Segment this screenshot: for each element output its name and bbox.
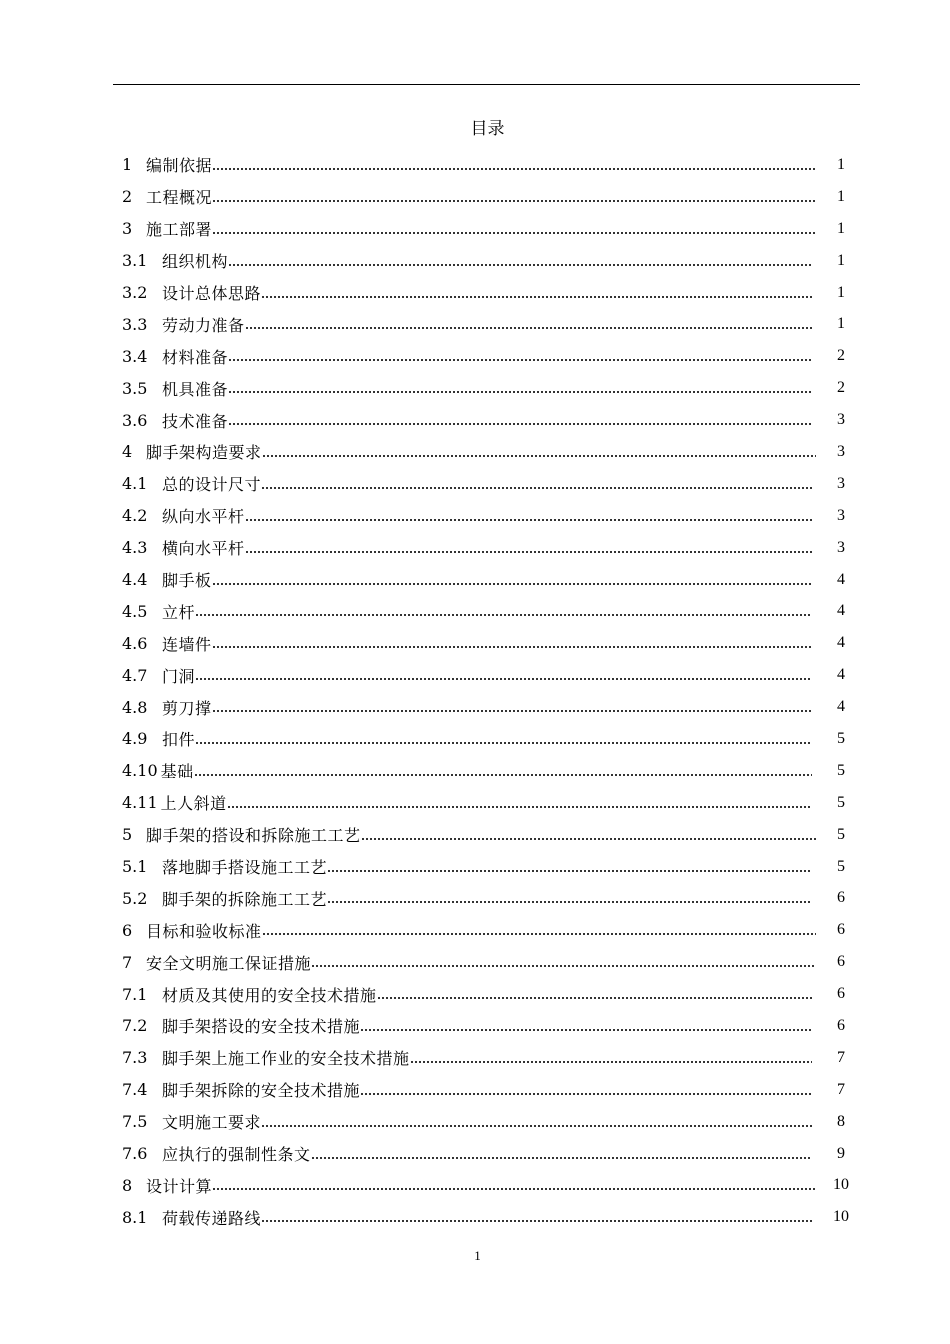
toc-entry-number: 4.2 <box>122 506 148 526</box>
toc-entry-label <box>122 1078 360 1101</box>
toc-entry-title: 脚手架拆除的安全技术措施 <box>162 1081 361 1101</box>
toc-dot-leader <box>360 1091 812 1097</box>
toc-entry-page: 1 <box>837 251 845 269</box>
toc-entry-title: 劳动力准备 <box>162 315 245 335</box>
toc-entry-label <box>122 664 195 687</box>
toc-entry-label <box>122 440 262 463</box>
toc-entry-title: 扣件 <box>162 730 196 750</box>
toc-dot-leader <box>228 421 812 427</box>
toc-entry-title: 技术准备 <box>162 411 229 431</box>
toc-entry-number: 4.8 <box>122 697 148 717</box>
toc-entry-label <box>122 600 195 623</box>
toc-entry-label <box>122 504 245 527</box>
toc-entry-number: 3.4 <box>122 346 148 366</box>
toc-entry-page: 2 <box>837 379 845 397</box>
toc-entry-page: 4 <box>837 602 845 620</box>
header-rule <box>113 84 860 85</box>
toc-entry[interactable] <box>122 1042 854 1074</box>
toc-dot-leader <box>262 931 816 937</box>
toc-entry-number: 1 <box>122 155 133 175</box>
toc-dot-leader <box>262 453 816 459</box>
toc-dot-leader <box>195 612 812 618</box>
toc-entry-page: 4 <box>837 570 845 588</box>
toc-entry-label <box>122 217 212 240</box>
toc-entry-label <box>122 153 212 176</box>
toc-entry-title: 设计计算 <box>146 1176 213 1196</box>
toc-entry-title: 荷载传递路线 <box>162 1208 262 1228</box>
toc-entry-number: 4.3 <box>122 538 148 558</box>
toc-dot-leader <box>212 581 812 587</box>
toc-entry-label <box>122 951 311 974</box>
toc-entry-page: 7 <box>837 1080 845 1098</box>
toc-entry-number: 4 <box>122 442 133 462</box>
toc-entry-page: 3 <box>837 506 845 524</box>
toc-entry[interactable] <box>122 755 854 787</box>
toc-entry[interactable] <box>122 181 854 213</box>
toc-entry[interactable] <box>122 372 854 404</box>
toc-entry-title: 落地脚手搭设施工工艺 <box>162 858 328 878</box>
toc-dot-leader <box>212 1186 816 1192</box>
toc-dot-leader <box>327 899 812 905</box>
toc-entry[interactable] <box>122 308 854 340</box>
toc-entry-number: 4.4 <box>122 570 148 590</box>
toc-entry[interactable] <box>122 149 854 181</box>
toc-entry-title: 材质及其使用的安全技术措施 <box>162 985 377 1005</box>
toc-entry-number: 3.5 <box>122 378 148 398</box>
toc-entry[interactable] <box>122 213 854 245</box>
toc-entry-number: 7.1 <box>122 984 148 1004</box>
toc-entry-page: 5 <box>837 857 845 875</box>
toc-entry-label <box>122 1014 360 1037</box>
toc-entry-label <box>122 823 361 846</box>
toc-entry-page: 3 <box>837 538 845 556</box>
toc-entry-title: 连墙件 <box>162 634 212 654</box>
toc-entry-page: 8 <box>837 1112 845 1130</box>
toc-dot-leader <box>245 325 812 331</box>
toc-entry-number: 5 <box>122 825 133 845</box>
toc-entry[interactable] <box>122 532 854 564</box>
toc-entry-number: 7.2 <box>122 1016 148 1036</box>
toc-dot-leader <box>195 740 812 746</box>
toc-dot-leader <box>361 836 816 842</box>
toc-entry[interactable] <box>122 978 854 1010</box>
toc-entry-page: 2 <box>837 347 845 365</box>
toc-entry-title: 门洞 <box>162 666 196 686</box>
toc-entry-title: 设计总体思路 <box>162 284 262 303</box>
toc-entry-number: 7.4 <box>122 1080 148 1100</box>
toc-entry[interactable] <box>122 914 854 946</box>
toc-title: 目录 <box>470 119 505 139</box>
toc-entry-title: 上人斜道 <box>160 794 227 814</box>
toc-dot-leader <box>410 1059 812 1065</box>
toc-entry-number: 8 <box>122 1175 133 1195</box>
toc-entry-page: 1 <box>837 283 845 301</box>
toc-entry-title: 脚手架构造要求 <box>146 443 262 463</box>
toc-entry-page: 3 <box>837 442 845 460</box>
toc-entry[interactable] <box>122 1010 854 1042</box>
toc-dot-leader <box>212 166 816 172</box>
toc-entry-page: 10 <box>833 1208 849 1226</box>
toc-entry-title: 纵向水平杆 <box>162 507 245 527</box>
toc-entry[interactable] <box>122 1138 854 1170</box>
toc-entry-title: 脚手板 <box>162 571 212 591</box>
toc-dot-leader <box>245 549 812 555</box>
toc-entry-page: 3 <box>837 474 845 492</box>
toc-entry[interactable] <box>122 1074 854 1106</box>
toc-entry-label <box>122 472 261 495</box>
page-number: 1 <box>474 1248 481 1263</box>
toc-entry-title: 剪刀撑 <box>162 698 212 718</box>
toc-entry[interactable] <box>122 819 854 851</box>
toc-entry-label <box>122 185 212 208</box>
toc-entry[interactable] <box>122 245 854 277</box>
toc-entry-title: 文明施工要求 <box>162 1113 262 1133</box>
toc-entry-number: 7.5 <box>122 1112 148 1132</box>
toc-entry-label <box>122 281 261 304</box>
toc-entry-number: 3.6 <box>122 410 148 430</box>
toc-entry-label <box>122 919 262 942</box>
toc-dot-leader <box>212 230 816 236</box>
toc-entry-title: 材料准备 <box>162 347 229 367</box>
toc-dot-leader <box>194 772 812 778</box>
toc-entry-number: 3.2 <box>122 283 148 302</box>
toc-entry-page: 9 <box>837 1144 845 1162</box>
toc-entry-title: 施工部署 <box>146 220 213 240</box>
toc-dot-leader <box>261 485 812 491</box>
toc-entry[interactable] <box>122 595 854 627</box>
toc-entry-page: 4 <box>837 698 845 716</box>
toc-entry-page: 3 <box>837 411 845 429</box>
toc-entry-title: 目标和验收标准 <box>146 921 262 941</box>
toc-entry[interactable] <box>122 1170 854 1202</box>
toc-entry[interactable] <box>122 277 854 309</box>
toc-entry-label <box>122 632 212 655</box>
toc-entry-label <box>122 696 212 719</box>
toc-entry-number: 4.1 <box>122 474 148 494</box>
toc-entry-label <box>122 536 245 559</box>
toc-dot-leader <box>212 708 812 714</box>
toc-entry[interactable] <box>122 500 854 532</box>
toc-entry[interactable] <box>122 691 854 723</box>
toc-entry-number: 6 <box>122 920 133 940</box>
toc-entry-title: 立杆 <box>162 602 196 622</box>
toc-entry-label <box>122 1110 261 1133</box>
toc-entry-number: 5.1 <box>122 857 148 877</box>
toc-entry-label <box>122 855 327 878</box>
toc-entry-label <box>122 1046 410 1069</box>
toc-dot-leader <box>261 1218 812 1224</box>
toc-entry[interactable] <box>122 1201 854 1233</box>
toc-entry-title: 应执行的强制性条文 <box>162 1145 311 1165</box>
toc-entry-label <box>122 1142 311 1165</box>
toc-entry-title: 脚手架的搭设和拆除施工工艺 <box>146 826 361 846</box>
toc-entry-page: 1 <box>837 187 845 205</box>
toc-entry-number: 4.7 <box>122 665 148 685</box>
toc-entry-label <box>122 345 228 368</box>
toc-entry-number: 3.1 <box>122 251 148 271</box>
toc-entry-number: 7 <box>122 952 133 972</box>
toc-entry-page: 10 <box>833 1176 849 1194</box>
toc-entry-label <box>122 727 195 750</box>
toc-entry-title: 组织机构 <box>162 252 229 272</box>
toc-entry-label <box>122 887 327 910</box>
toc-entry[interactable] <box>122 564 854 596</box>
toc-entry[interactable] <box>122 404 854 436</box>
toc-entry[interactable] <box>122 787 854 819</box>
toc-entry-title: 工程概况 <box>146 188 213 208</box>
table-of-contents <box>122 149 854 1233</box>
toc-entry-number: 4.6 <box>122 633 148 653</box>
toc-entry[interactable] <box>122 946 854 978</box>
toc-entry[interactable] <box>122 851 854 883</box>
toc-dot-leader <box>228 389 812 395</box>
toc-entry[interactable] <box>122 436 854 468</box>
toc-entry-page: 1 <box>837 315 845 333</box>
toc-entry-number: 2 <box>122 187 133 207</box>
toc-entry-page: 1 <box>837 155 845 173</box>
toc-entry-page: 5 <box>837 825 845 843</box>
toc-entry-label <box>122 1174 212 1197</box>
toc-dot-leader <box>311 963 816 969</box>
toc-entry-page: 5 <box>837 729 845 747</box>
toc-entry-page: 4 <box>837 634 845 652</box>
toc-dot-leader <box>228 357 812 363</box>
toc-entry-title: 总的设计尺寸 <box>162 475 262 495</box>
toc-entry-page: 6 <box>837 889 845 907</box>
toc-entry[interactable] <box>122 1106 854 1138</box>
toc-entry-number: 5.2 <box>122 888 148 908</box>
toc-entry-title: 脚手架上施工作业的安全技术措施 <box>162 1049 410 1069</box>
toc-dot-leader <box>360 1027 812 1033</box>
toc-entry-number: 4.11 <box>122 793 158 813</box>
toc-dot-leader <box>261 294 812 300</box>
toc-dot-leader <box>212 198 816 204</box>
toc-entry-page: 1 <box>837 219 845 237</box>
toc-entry-label <box>122 568 212 591</box>
toc-entry-number: 7.3 <box>122 1048 148 1068</box>
toc-entry-label <box>122 791 227 814</box>
toc-entry-number: 8.1 <box>122 1207 148 1227</box>
toc-entry-label <box>122 1206 261 1229</box>
toc-entry-page: 7 <box>837 1048 845 1066</box>
toc-dot-leader <box>245 517 812 523</box>
toc-entry-label <box>122 983 377 1006</box>
toc-entry-title: 机具准备 <box>162 379 229 399</box>
toc-entry-label <box>122 759 194 782</box>
toc-entry-title: 基础 <box>160 762 194 782</box>
toc-entry-page: 6 <box>837 1016 845 1034</box>
toc-entry[interactable] <box>122 723 854 755</box>
toc-dot-leader <box>228 262 812 268</box>
toc-entry[interactable] <box>122 627 854 659</box>
toc-entry[interactable] <box>122 468 854 500</box>
toc-entry-title: 脚手架的拆除施工工艺 <box>162 889 328 909</box>
toc-entry-number: 7.6 <box>122 1144 148 1164</box>
toc-entry-title: 脚手架搭设的安全技术措施 <box>162 1017 361 1037</box>
toc-entry-number: 3 <box>122 219 133 239</box>
toc-entry-page: 4 <box>837 666 845 684</box>
toc-entry-page: 6 <box>837 953 845 971</box>
toc-entry-page: 5 <box>837 793 845 811</box>
toc-entry-page: 6 <box>837 921 845 939</box>
toc-entry-label <box>122 249 228 272</box>
toc-dot-leader <box>227 804 812 810</box>
toc-entry-title: 横向水平杆 <box>162 539 245 559</box>
toc-entry[interactable] <box>122 882 854 914</box>
toc-entry-number: 4.10 <box>122 761 158 781</box>
toc-entry-page: 5 <box>837 761 845 779</box>
toc-entry-page: 6 <box>837 985 845 1003</box>
toc-entry[interactable] <box>122 340 854 372</box>
toc-entry[interactable] <box>122 659 854 691</box>
toc-entry-title: 编制依据 <box>146 156 213 176</box>
toc-dot-leader <box>327 868 812 874</box>
toc-entry-number: 4.5 <box>122 601 148 621</box>
toc-dot-leader <box>311 1155 812 1161</box>
toc-dot-leader <box>377 995 812 1001</box>
toc-entry-label <box>122 377 228 400</box>
toc-entry-label <box>122 313 245 336</box>
toc-entry-number: 3.3 <box>122 314 148 334</box>
toc-dot-leader <box>195 676 812 682</box>
toc-dot-leader <box>261 1123 812 1129</box>
toc-entry-number: 4.9 <box>122 729 148 749</box>
toc-dot-leader <box>212 644 812 650</box>
toc-entry-label <box>122 409 228 432</box>
toc-entry-title: 安全文明施工保证措施 <box>146 953 312 973</box>
